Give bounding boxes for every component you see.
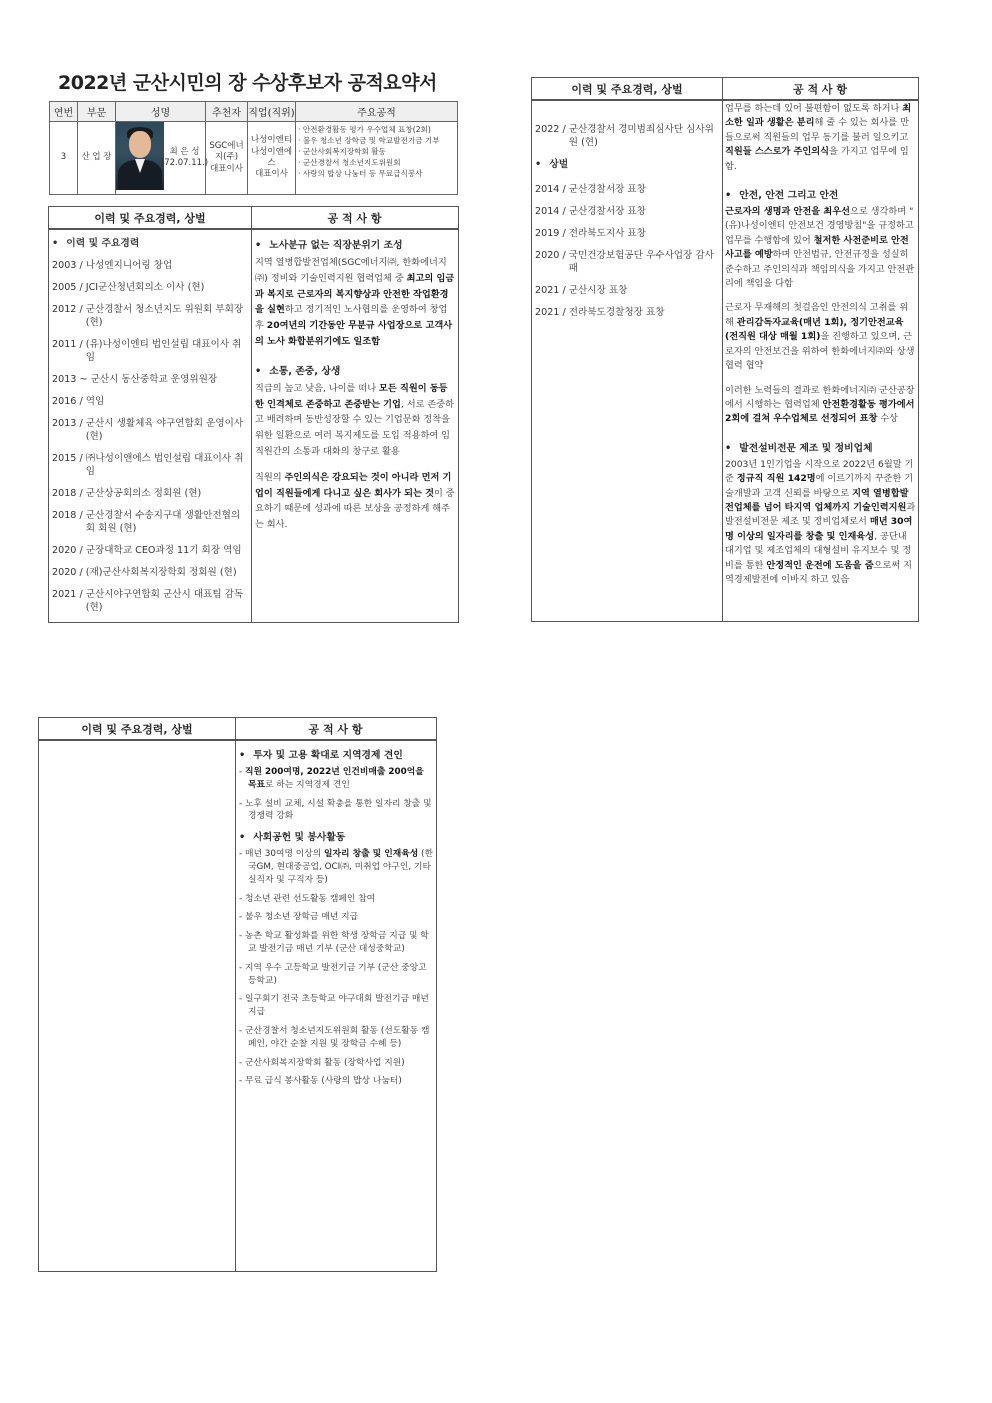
summary-row (50, 122, 458, 195)
career-year: 2022 / (535, 124, 569, 135)
highlight-text: 정규직 직원 142명 (736, 473, 816, 485)
career-year: 2020 / (535, 250, 569, 261)
work-line: · 불우 청소년 장학금 및 학교발전기금 기부 (298, 136, 440, 145)
achievement-panel-1 (48, 206, 459, 623)
body-text: 으로써 지역경제발전에 이바지 하고 있음 (725, 559, 912, 585)
occupation-line: 나성이앤에스 (250, 146, 293, 168)
career-text: (유)나성이엔티 법인설립 대표이사 취임 (85, 339, 242, 363)
body-text: 하고 정기적인 노사협의를 운영하여 창업 후 (255, 304, 448, 332)
header-left: 이력 및 주요경력, 상벌 (81, 723, 193, 736)
career-year: 2021 / (535, 307, 569, 318)
header-right: 공 적 사 항 (308, 723, 363, 736)
career-text: 나성엔지니어링 창업 (85, 260, 173, 271)
body-text: 을 진행하고 있으며, 근로자의 안전보건을 위하여 한화에너지㈜와 상생 협력 협약 (725, 331, 915, 372)
section-title (725, 440, 916, 454)
section-title (255, 363, 455, 377)
body-text: 을 가지고 업무에 임함. (725, 146, 909, 172)
recommender-cell (206, 122, 248, 195)
section-title (239, 829, 433, 843)
highlight-text: 모든 직원이 동등한 인격체로 존중하고 존중받는 기업 (255, 382, 448, 410)
body-text: 해 줄 수 있는 회사를 만들으로써 직원들의 업무 동기를 불러 일으키고 (725, 117, 909, 143)
highlight-text: 매년 30여명 이상의 일자리를 창출 및 인재육성 (725, 516, 913, 542)
career-item (52, 395, 248, 408)
career-list (535, 123, 719, 149)
career-year: 2005 / (52, 282, 86, 293)
nominee-birth: (72.07.11.) (160, 158, 209, 168)
highlight-text: 최소한 일과 생활은 분리 (725, 103, 912, 129)
highlight-text: 안전환경활동 평가에서 2회에 걸쳐 우수업체로 선정되어 표창 (725, 398, 915, 425)
category-cell: 산 업 장 (78, 122, 116, 195)
bullet: • (725, 190, 732, 202)
body-text: - (239, 767, 245, 777)
number-cell: 3 (50, 122, 78, 195)
header-number: 연번 (50, 102, 78, 122)
body-text: - 청소년 관련 선도활동 캠페인 참여 (239, 893, 376, 904)
career-text: 전라북도지사 표창 (568, 228, 646, 239)
career-column: • 이력 및 주요경력 2003 / 나성엔지니어링 창업 2005 / JCI군산청년회의소 이사 (현) 2012 / 군산경찰서 청소년지도 위원회 부회장 (현) 2011 / (유)나성이엔티 법인설립 대표이사 취임 2013 ~ 군산시 동산중학교 운영위원장 2016 / 역임 2013 / 군산시 생활체육 야구연합회 운영이사 (현) 2015 / ㈜나성이앤에스 법인설립 대표이사 취임 2018 / 군산상공회의소 정회원 (현) 2018 / 군산경찰서 수송지구대 생활안전협의회 회원 (현) 2020 / 군장대학교 CEO과정 11기 회장 역임 2020 / (재)군산사회복지장학회 정회원 (현) 2021 / 군산시야구연합회 군산시 대표팀 감독 (현) (52, 234, 248, 622)
occupation-line: 대표이사 (255, 169, 288, 180)
body-text: 지역 열병합발전업체(SGC에너지㈜, 한화에너지㈜) 정비와 기술인력지원 협력업체 중 (255, 257, 447, 284)
body-text: - 군산사회복지장학회 활동 (장학사업 지원) (239, 1057, 405, 1068)
career-text: 군산시장 표창 (568, 285, 628, 296)
section-paragraph (725, 102, 916, 174)
body-text: 직원의 (255, 471, 285, 483)
body-text: 근로자 무재해의 첫걸음인 안전의식 고취를 위해 (725, 302, 909, 328)
highlight-text: 일자리 창출 및 인재육성 (324, 849, 419, 860)
career-item (535, 183, 719, 196)
section-paragraph (725, 384, 916, 427)
highlight-text: 지역 열병합발전업체를 넘어 타지역 업체까지 기술인력지원 (725, 487, 909, 513)
section-title (239, 747, 433, 761)
body-text: - 지역 우수 고등학교 발전기금 기부 (군산 중앙고등학교) (239, 962, 427, 986)
body-text: - 일구회기 전국 초등학교 야구대회 발전기금 매년 지급 (239, 994, 429, 1018)
body-text: 에 이르기까지 꾸준한 기술개발과 고객 신뢰를 바탕으로 (725, 473, 914, 499)
name-cell (116, 122, 209, 195)
career-text: 군산시야구연합회 군산시 대표팀 감독 (현) (85, 589, 244, 613)
awards-title: 상벌 (549, 159, 569, 170)
section-paragraph (255, 381, 455, 460)
list-item (239, 1057, 433, 1070)
career-text: 군산상공회의소 정회원 (현) (85, 488, 202, 499)
section-title-text: 노사분규 없는 직장분위기 조성 (269, 240, 403, 251)
career-year: 2014 / (535, 206, 569, 217)
career-list (52, 259, 248, 614)
career-item (52, 338, 248, 364)
recommender-line: 대표이사 (210, 163, 243, 174)
header-recommender: 추천자 (206, 102, 248, 122)
work-line: · 안전환경활동 평가 우수업체 표창(2회) (298, 125, 431, 134)
highlight-text: 최고의 임금과 복지로 근로자의 복지향상과 안전한 작업환경을 실현 (255, 272, 455, 316)
list-item (239, 1075, 433, 1088)
summary-header-row (50, 102, 458, 122)
career-text: 군장대학교 CEO과정 11기 회장 역임 (85, 545, 242, 556)
body-text: - 불우 청소년 장학금 매년 지급 (239, 912, 359, 923)
career-text: (재)군산사회복지장학회 정회원 (현) (85, 567, 237, 578)
awards-list (535, 183, 719, 319)
body-text: 과 발전설비전문 제조 및 정비업체로서 (725, 501, 916, 528)
career-item (52, 259, 248, 272)
spacer (255, 460, 455, 470)
body-text: 이러한 노력들의 결과로 한화에너지㈜ 군산공장에서 시행하는 협력업체 (725, 384, 915, 410)
recommender-line: 지(주) (214, 152, 239, 163)
header-main-works: 주요공적 (296, 102, 458, 122)
career-text: ㈜나성이앤에스 법인설립 대표이사 취임 (85, 453, 244, 477)
career-text: JCI군산청년회의소 이사 (현) (85, 282, 205, 293)
bullet: • (725, 442, 732, 454)
career-year: 2018 / (52, 488, 86, 499)
highlight-text: 안정적인 운전에 도움을 줌 (766, 559, 874, 571)
career-year: 2013 / (52, 418, 86, 429)
career-item (535, 123, 719, 149)
career-item (52, 452, 248, 478)
main-works-cell (296, 122, 458, 195)
career-title: 이력 및 주요경력 (66, 238, 140, 249)
section-paragraph (725, 205, 916, 291)
career-year: 2020 / (52, 567, 86, 578)
work-line: · 군산경찰서 청소년지도위원회 (298, 158, 401, 167)
career-year: 2013 ~ (52, 374, 91, 385)
career-item (535, 205, 719, 218)
spacer (255, 350, 455, 360)
body-text: 수상 (877, 413, 898, 425)
merit-column (239, 742, 433, 1271)
career-text: 군산경찰서 수송지구대 생활안전협의회 회원 (현) (85, 510, 241, 534)
list-item (239, 798, 433, 824)
career-item (52, 588, 248, 614)
list-item (239, 1025, 433, 1051)
career-item (52, 373, 248, 386)
list-item (239, 962, 433, 988)
career-year: 2021 / (52, 589, 86, 600)
career-text: 국민건강보험공단 우수사업장 감사패 (568, 250, 714, 274)
career-text: 전라북도경찰청장 표창 (568, 307, 665, 318)
occupation-cell (248, 122, 296, 195)
section-title-text: 발전설비전문 제조 및 정비업체 (739, 442, 873, 454)
section-paragraph (255, 255, 455, 350)
career-item (535, 227, 719, 240)
career-text: 군산경찰서장 표창 (568, 206, 646, 217)
career-text: 군산경찰서 경미범죄심사단 심사위원 (현) (568, 124, 714, 148)
merit-column (725, 102, 916, 621)
career-year: 2016 / (52, 396, 86, 407)
spacer (725, 427, 916, 437)
career-year: 2012 / (52, 304, 86, 315)
body-text: 이 중요하기 때문에 성과에 따른 보상을 공정하게 해주는 회사. (255, 487, 455, 531)
body-text: - 농촌 학교 활성화를 위한 학생 장학금 지급 및 학교 발전기금 매년 기부 (군산 대성중학교) (239, 931, 429, 954)
bullet: • (239, 832, 246, 844)
bullet: • (255, 365, 262, 377)
body-text: , 공단내 대기업 및 제조업체의 대형설비 유지보수 및 정비를 통한 (725, 530, 912, 571)
career-text: 군산시 생활체육 야구연합회 운영이사 (현) (85, 418, 244, 442)
header-category: 부문 (78, 102, 116, 122)
section-title-text: 사회공헌 및 봉사활동 (253, 832, 346, 844)
section-paragraph (255, 470, 455, 533)
section-title (255, 237, 455, 251)
header-right: 공 적 사 항 (793, 83, 847, 96)
career-year: 2020 / (52, 545, 86, 556)
career-year: 2014 / (535, 184, 569, 195)
header-left: 이력 및 주요경력, 상벌 (94, 212, 206, 225)
header-left: 이력 및 주요경력, 상벌 (571, 83, 683, 96)
section-paragraph (725, 301, 916, 373)
career-year: 2021 / (535, 285, 569, 296)
body-text: , 서로 존중하고 배려하며 동반성장할 수 있는 기업문화 정착을 위한 일환으로 여러 복지제도를 도입 적용하여 임직원간의 소통과 대화의 창구로 활용 (255, 398, 455, 457)
career-item (535, 249, 719, 275)
work-line: · 군산사회복지장학회 활동 (298, 147, 386, 156)
recommender-line: SGC에너 (209, 140, 244, 151)
spacer (725, 291, 916, 301)
career-year: 2019 / (535, 228, 569, 239)
career-item (52, 303, 248, 329)
nominee-name: 최 은 성 (169, 146, 200, 157)
summary-table (49, 101, 458, 195)
occupation-line: 나성이엔티 (250, 135, 293, 146)
list-item (239, 893, 433, 906)
body-text: (한국GM, 현대중공업, OCI㈜, 미취업 야구인, 기타 실직자 및 구직자 등) (248, 849, 433, 885)
career-item (52, 281, 248, 294)
list-item (239, 911, 433, 924)
career-year: 2011 / (52, 339, 86, 350)
career-year: 2003 / (52, 260, 86, 271)
highlight-text: 직원 200여명, 2022년 인건비매출 200억을 목표 (244, 767, 424, 790)
career-item (52, 417, 248, 443)
career-text: 군산경찰서 청소년지도 위원회 부회장 (현) (85, 304, 244, 328)
highlight-text: 직원들 스스로가 주인의식 (725, 146, 830, 158)
highlight-text: 주인의식은 강요되는 것이 아니라 먼저 기업이 직원들에게 다니고 싶은 회사가 되는 것 (255, 471, 452, 499)
panel-header (49, 207, 458, 230)
body-text: 하며 안전법규, 안전규정을 성실히 준수하고 주인의식과 책임의식을 가지고 안전관리에 책임을 다함 (725, 249, 915, 290)
body-text: 로 하는 지역경제 견인 (265, 779, 350, 790)
list-item (239, 848, 433, 886)
portrait-photo (116, 122, 164, 190)
work-line: · 사랑의 밥상 나눔터 등 무료급식봉사 (298, 169, 423, 178)
career-item (535, 306, 719, 319)
bullet: • (239, 750, 246, 761)
body-text: 으로 생각하며 "(유)나성이엔티 안전보건 경영방침"을 규정하고 업무를 수행함에 있어 (725, 206, 914, 246)
header-occupation: 직업(직위) (248, 102, 296, 122)
body-text: 2003년 1인기업을 시작으로 2022년 6월말 기준 (725, 458, 914, 485)
section-title (725, 187, 916, 201)
career-text: 역임 (85, 396, 105, 407)
body-text: - 노후 설비 교체, 시설 확충을 통한 일자리 창출 및 경쟁력 강화 (239, 798, 432, 822)
highlight-text: 20여년의 기간동안 무분규 사업장으로 고객사의 노사 화합분위기에도 일조함 (255, 320, 453, 347)
body-text: 직급의 높고 낮음, 나이를 떠나 (255, 382, 380, 394)
document-title: 2022년 군산시민의 장 수상후보자 공적요약서 (58, 72, 437, 94)
career-item (52, 509, 248, 535)
section-title-text: 투자 및 고용 확대로 지역경제 견인 (253, 750, 403, 761)
header-name: 성명 (116, 102, 206, 122)
panel-header (532, 78, 918, 101)
section-title-text: 안전, 안전 그리고 안전 (739, 190, 839, 202)
career-year: 2015 / (52, 453, 86, 464)
highlight-text: 철저한 사전준비로 안전사고를 예방 (725, 234, 909, 261)
body-text: - 무료 급식 봉사활동 (사랑의 밥상 나눔터) (239, 1076, 402, 1087)
achievement-panel-3 (38, 717, 437, 1272)
career-item (52, 544, 248, 557)
career-text: 군산경찰서장 표창 (568, 184, 646, 195)
header-right: 공 적 사 항 (327, 212, 382, 225)
bullet: • (255, 240, 262, 251)
merit-column (255, 234, 455, 622)
list-item (239, 930, 433, 956)
body-text: 업무를 하는데 있어 불편함이 없도록 하거나 (725, 103, 903, 114)
career-column: 2022 / 군산경찰서 경미범죄심사단 심사위원 (현) • 상벌 2014 / 군산경찰서장 표창 2014 / 군산경찰서장 표창 2019 / 전라북도지사 표창 2020 / 국민건강보험공단 우수사업장 감사패 2021 / 군산시장 표창 2021 / 전라북도경찰청장 표창 (535, 123, 719, 621)
career-text: 군산시 동산중학교 운영위원장 (90, 374, 218, 385)
list-item (239, 993, 433, 1019)
career-year: 2018 / (52, 510, 86, 521)
body-text: - 군산경찰서 청소년지도위원회 활동 (선도활동 캠페인, 야간 순찰 지원 및 장학금 수혜 등) (239, 1025, 430, 1049)
career-item (52, 487, 248, 500)
career-item (52, 566, 248, 579)
section-title-text: 소통, 존중, 상생 (269, 365, 341, 377)
body-text: - 매년 30여명 이상의 (239, 849, 325, 860)
highlight-text: 관리감독자교육(매년 1회), 정기안전교육 (전직원 대상 매월 1회) (725, 316, 904, 343)
career-item (535, 284, 719, 297)
spacer (725, 374, 916, 384)
spacer (725, 174, 916, 184)
highlight-text: 근로자의 생명과 안전을 최우선 (725, 206, 850, 218)
panel-header (39, 718, 436, 741)
achievement-panel-2 (531, 77, 919, 622)
list-item (239, 766, 433, 792)
section-paragraph (725, 458, 916, 588)
